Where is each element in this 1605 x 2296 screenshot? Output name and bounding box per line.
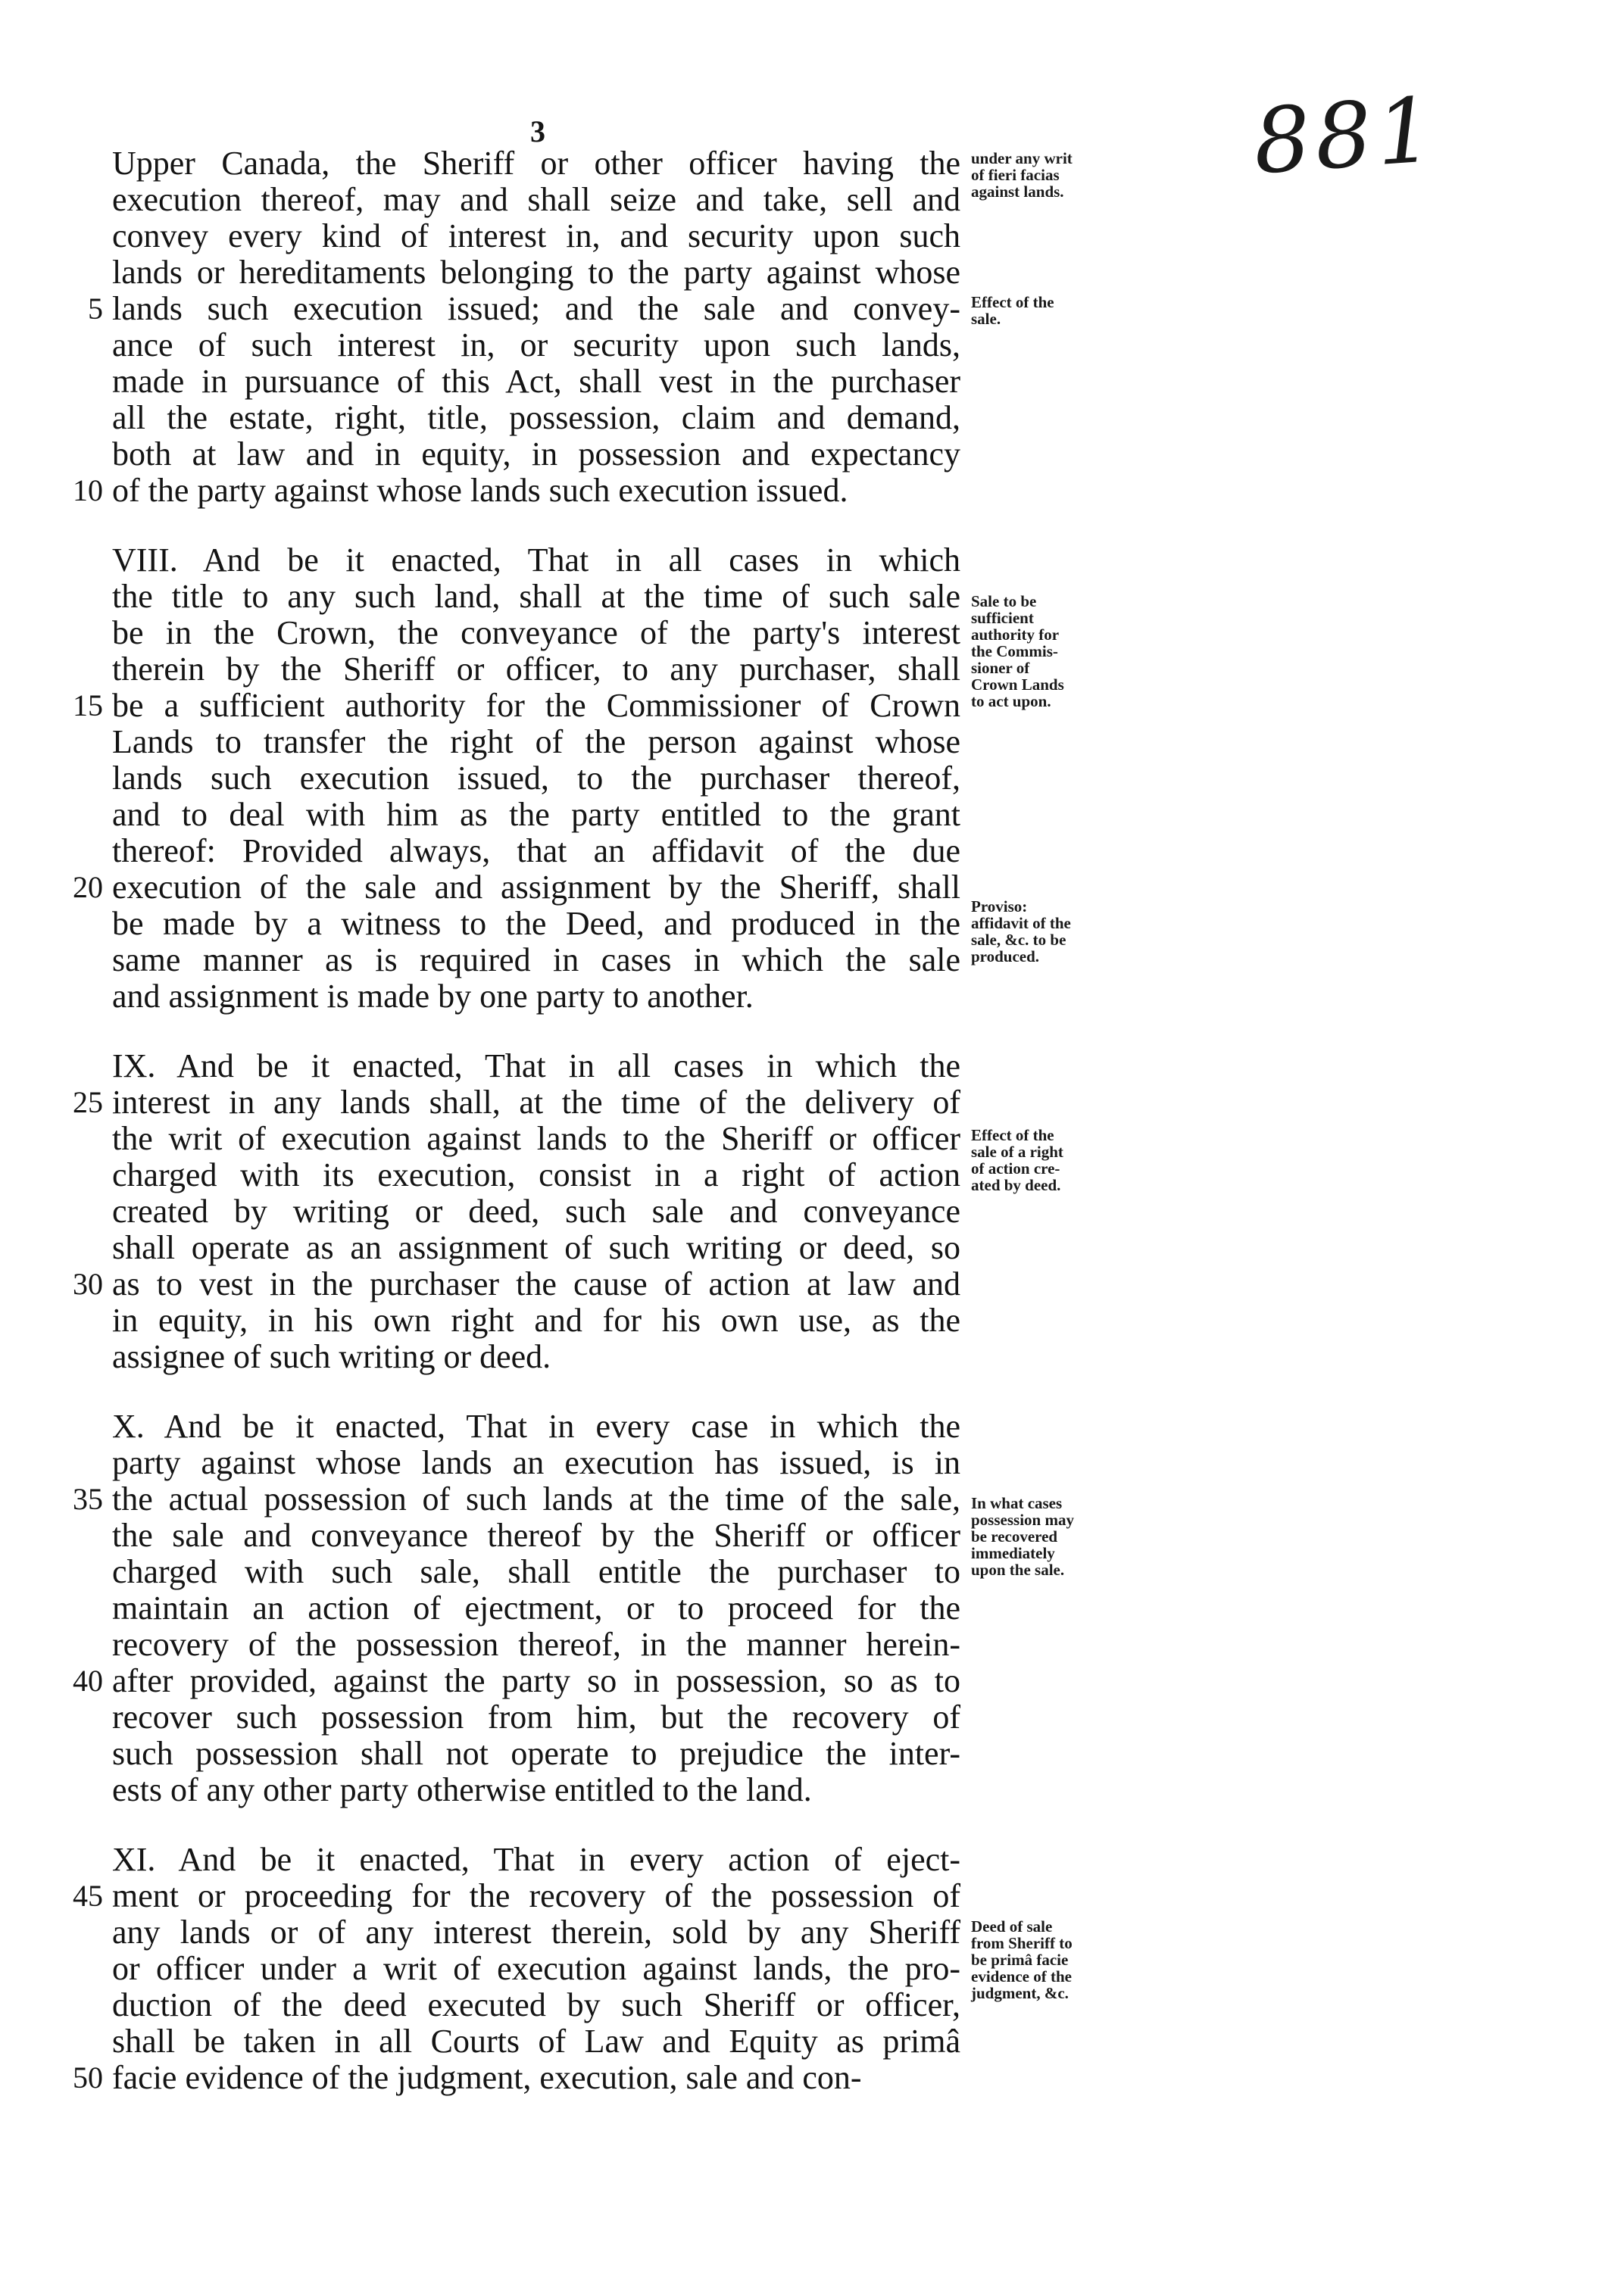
margin-note-line: authority for [971,625,1060,644]
text-line [112,1121,960,1157]
text-line [112,1699,960,1736]
margin-note-line: sufficient [971,609,1034,627]
line-text: such possession shall not operate to prejudice the inter- [112,1735,960,1772]
text-line [112,833,960,869]
margin-note-line: Effect of the [971,293,1054,311]
line-number: 20 [73,870,103,904]
text-line [73,1877,960,1914]
line-number: 40 [73,1664,103,1698]
margin-note-possession [971,1495,1115,1578]
section-ix [73,1047,960,1375]
margin-note-line: the Commis- [971,642,1058,660]
margin-note-line: Effect of the [971,1126,1054,1144]
text-line [73,1265,960,1302]
line-text: shall be taken in all Courts of Law and Equity as primâ [112,2023,960,2060]
text-line [112,1987,960,2023]
margin-note-line: sale, &c. to be [971,931,1066,949]
text-line [112,542,960,579]
text-line [112,1736,960,1772]
text-line [73,1480,960,1518]
line-text: be a sufficient authority for the Commissioner of Crown [112,687,960,724]
margin-note-line: from Sheriff to [971,1934,1073,1952]
line-text: party against whose lands an execution has issued, is in [112,1444,960,1481]
margin-note-line: In what cases [971,1494,1063,1512]
line-text: same manner as is required in cases in which the sale [112,941,960,978]
section-x [73,1408,960,1808]
line-text: shall operate as an assignment of such writing or deed, so [112,1229,960,1266]
line-number: 15 [73,688,103,722]
text-line [112,651,960,688]
line-text: lands such execution issued; and the sale and convey- [112,290,960,327]
text-line [112,1339,960,1375]
margin-note-deed [971,1918,1115,2001]
margin-note-line: against lands. [971,182,1064,201]
line-text: thereof: Provided always, that an affidavit of the due [112,832,960,869]
line-text: assignee of such writing or deed. [112,1338,551,1375]
text-line [112,2023,960,2060]
text-line [112,797,960,833]
line-text: charged with such sale, shall entitle the purchaser to [112,1553,960,1590]
text-line [112,760,960,797]
line-text: convey every kind of interest in, and security upon such [112,217,960,254]
text-line [112,1157,960,1193]
line-text: Upper Canada, the Sheriff or other officer having the [112,145,960,182]
text-line [112,1048,960,1084]
line-text: ment or proceeding for the recovery of the possession of [112,1877,960,1914]
line-number: 30 [73,1267,103,1301]
line-text: therein by the Sheriff or officer, to any purchaser, shall [112,650,960,688]
margin-note-line: Deed of sale [971,1917,1053,1936]
text-line [112,436,960,473]
line-text: XI. And be it enacted, That in every action of eject- [112,1841,960,1878]
line-text: be in the Crown, the conveyance of the party's interest [112,614,960,651]
margin-note-line: evidence of the [971,1967,1072,1986]
text-line [112,579,960,615]
margin-note-line: immediately [971,1544,1055,1562]
line-text: and to deal with him as the party entitled to the grant [112,796,960,833]
text-line [112,1302,960,1339]
line-text: facie evidence of the judgment, execution, sale and con- [112,2059,862,2096]
margin-note-effect-of-right [971,1127,1115,1193]
line-text: lands such execution issued, to the purchaser thereof, [112,760,960,797]
margin-note-line: Crown Lands [971,675,1064,694]
line-text: recover such possession from him, but the recovery of [112,1699,960,1736]
text-line [112,1408,960,1445]
text-line [73,2059,960,2096]
line-text: after provided, against the party so in possession, so as to [112,1662,960,1699]
line-text: IX. And be it enacted, That in all cases in which the [112,1047,960,1084]
handwritten-page-number: 881 [1250,76,1441,195]
section-xi [73,1841,960,2096]
line-text: charged with its execution, consist in a right of action [112,1156,960,1193]
line-text: created by writing or deed, such sale and conveyance [112,1193,960,1230]
line-text: any lands or of any interest therein, sold by any Sheriff [112,1914,960,1951]
line-text: the actual possession of such lands at the time of the sale, [112,1480,960,1518]
text-line [112,1518,960,1554]
text-line [112,1554,960,1590]
line-text: lands or hereditaments belonging to the party against whose [112,254,960,291]
margin-note-sale-authority [971,593,1115,710]
text-line [112,1627,960,1663]
line-text: recovery of the possession thereof, in the manner herein- [112,1626,960,1663]
section-cont [73,145,960,509]
line-text: be made by a witness to the Deed, and produced in the [112,905,960,942]
line-text: the title to any such land, shall at the time of such sale [112,578,960,615]
text-line [73,687,960,724]
margin-note-proviso [971,898,1115,965]
margin-note-line: to act upon. [971,692,1051,710]
line-text: all the estate, right, title, possession, claim and demand, [112,399,960,436]
text-line [112,400,960,436]
line-text: execution of the sale and assignment by the Sheriff, shall [112,869,960,906]
page-number: 3 [530,114,545,148]
text-line [112,942,960,978]
text-line [112,724,960,760]
margin-note-line: be primâ facie [971,1951,1069,1969]
text-line [112,363,960,400]
text-line [112,615,960,651]
margin-note-line: Sale to be [971,592,1037,610]
margin-note-line: sale of a right [971,1143,1063,1161]
text-line [112,218,960,254]
line-text: execution thereof, may and shall seize and take, sell and [112,181,960,218]
text-line [112,145,960,182]
margin-note-line: ated by deed. [971,1176,1061,1194]
margin-note-line: of fieri facias [971,166,1060,184]
text-line [73,1662,960,1699]
text-line [112,1230,960,1266]
line-text: Lands to transfer the right of the person against whose [112,723,960,760]
line-text: the writ of execution against lands to the Sheriff or officer [112,1120,960,1157]
line-text: X. And be it enacted, That in every case in which the [112,1408,960,1445]
line-text: in equity, in his own right and for his own use, as the [112,1302,960,1339]
margin-note-effect-of-sale [971,294,1115,327]
margin-note-line: of action cre- [971,1159,1060,1178]
text-line [112,254,960,291]
line-text: as to vest in the purchaser the cause of action at law and [112,1265,960,1302]
main-text [73,145,960,2096]
line-number: 35 [73,1482,103,1516]
margin-note-line: possession may [971,1511,1074,1529]
line-number: 50 [73,2060,103,2095]
line-text: interest in any lands shall, at the time of the delivery of [112,1084,960,1121]
line-text: both at law and in equity, in possession and expectancy [112,435,960,473]
line-text: duction of the deed executed by such Sheriff or officer, [112,1986,960,2023]
line-number: 5 [88,292,103,326]
text-line [112,1590,960,1627]
text-line [88,290,960,327]
line-number: 10 [73,473,103,507]
line-text: made in pursuance of this Act, shall vest in the purchaser [112,363,960,400]
text-line [73,1084,960,1121]
margin-note-line: Proviso: [971,897,1028,916]
text-line [112,978,960,1015]
margin-note-line: under any writ [971,149,1073,167]
line-text: of the party against whose lands such execution issued. [112,472,848,509]
text-line [73,869,960,906]
section-viii [73,541,960,1015]
text-line [112,906,960,942]
margin-note-line: sale. [971,310,1001,328]
line-number: 45 [73,1879,103,1913]
text-line [112,1193,960,1230]
text-line [112,1951,960,1987]
text-line [112,1445,960,1481]
margin-note-line: produced. [971,947,1040,966]
line-number: 25 [73,1085,103,1119]
line-text: the sale and conveyance thereof by the Sheriff or officer [112,1517,960,1554]
margin-note-line: upon the sale. [971,1561,1065,1579]
margin-note-writ [971,150,1115,200]
line-text: or officer under a writ of execution against lands, the pro- [112,1950,960,1987]
text-line [112,1842,960,1878]
margin-note-line: be recovered [971,1527,1058,1546]
margin-note-line: judgment, &c. [971,1984,1069,2002]
margin-note-line: sioner of [971,659,1030,677]
text-line [112,327,960,363]
margin-note-line: affidavit of the [971,914,1071,932]
text-line [112,182,960,218]
text-line [73,472,960,509]
text-line [112,1914,960,1951]
line-text: ance of such interest in, or security upon such lands, [112,326,960,363]
text-line [112,1772,960,1808]
line-text: and assignment is made by one party to another. [112,978,754,1015]
line-text: maintain an action of ejectment, or to proceed for the [112,1589,960,1627]
line-text: ests of any other party otherwise entitled to the land. [112,1771,812,1808]
line-text: VIII. And be it enacted, That in all cases in which [112,541,960,579]
